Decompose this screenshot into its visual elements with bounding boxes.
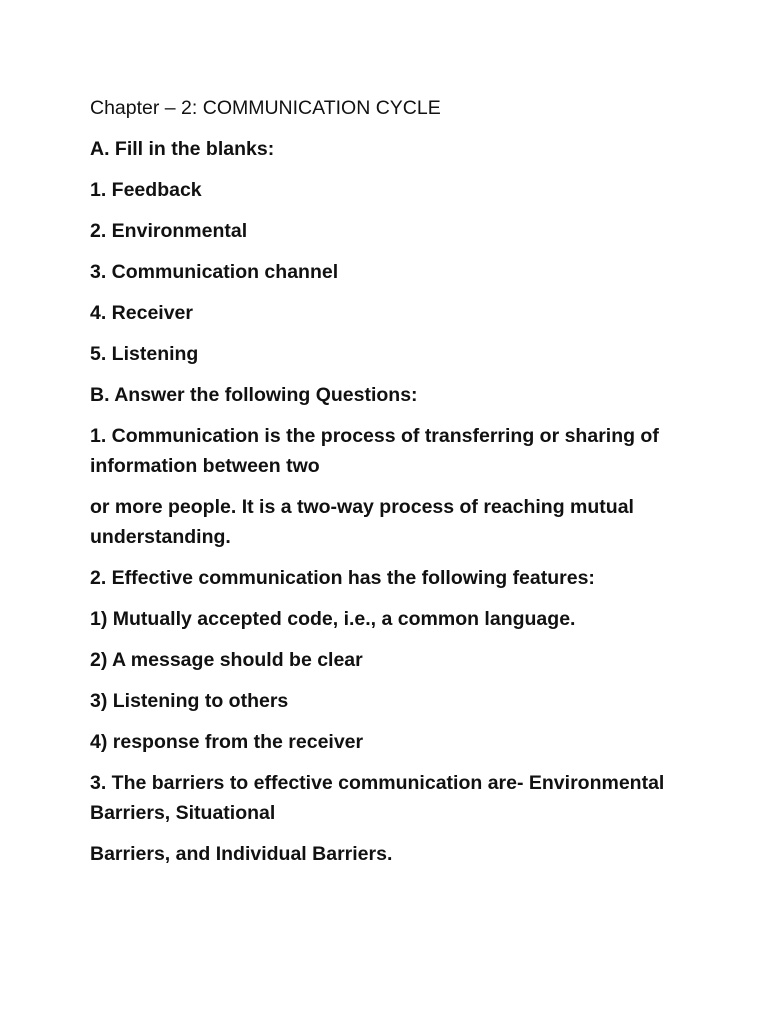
feature-item-4: 4) response from the receiver (90, 731, 364, 753)
fill-blank-answer-4: 4. Receiver (90, 302, 193, 324)
fill-blank-answer-3: 3. Communication channel (90, 261, 339, 283)
answer-1-paragraph-1: 1. Communication is the process of transferring or sharing of information between two (90, 425, 659, 477)
answer-3-paragraph-2: Barriers, and Individual Barriers. (90, 843, 393, 865)
chapter-title: Chapter – 2: COMMUNICATION CYCLE (90, 97, 441, 119)
section-b-heading: B. Answer the following Questions: (90, 384, 418, 406)
fill-blank-answer-2: 2. Environmental (90, 220, 248, 242)
answer-3-paragraph-1: 3. The barriers to effective communication are- Environmental Barriers, Situational (90, 772, 665, 824)
feature-item-3: 3) Listening to others (90, 690, 289, 712)
answer-2-heading: 2. Effective communication has the following features: (90, 567, 595, 589)
fill-blank-answer-1: 1. Feedback (90, 179, 202, 201)
feature-item-1: 1) Mutually accepted code, i.e., a common language. (90, 608, 576, 630)
document-page (90, 93, 690, 880)
section-a-heading: A. Fill in the blanks: (90, 138, 275, 160)
feature-item-2: 2) A message should be clear (90, 649, 363, 671)
answer-1-paragraph-2: or more people. It is a two-way process of reaching mutual understanding. (90, 496, 634, 548)
fill-blank-answer-5: 5. Listening (90, 343, 199, 365)
